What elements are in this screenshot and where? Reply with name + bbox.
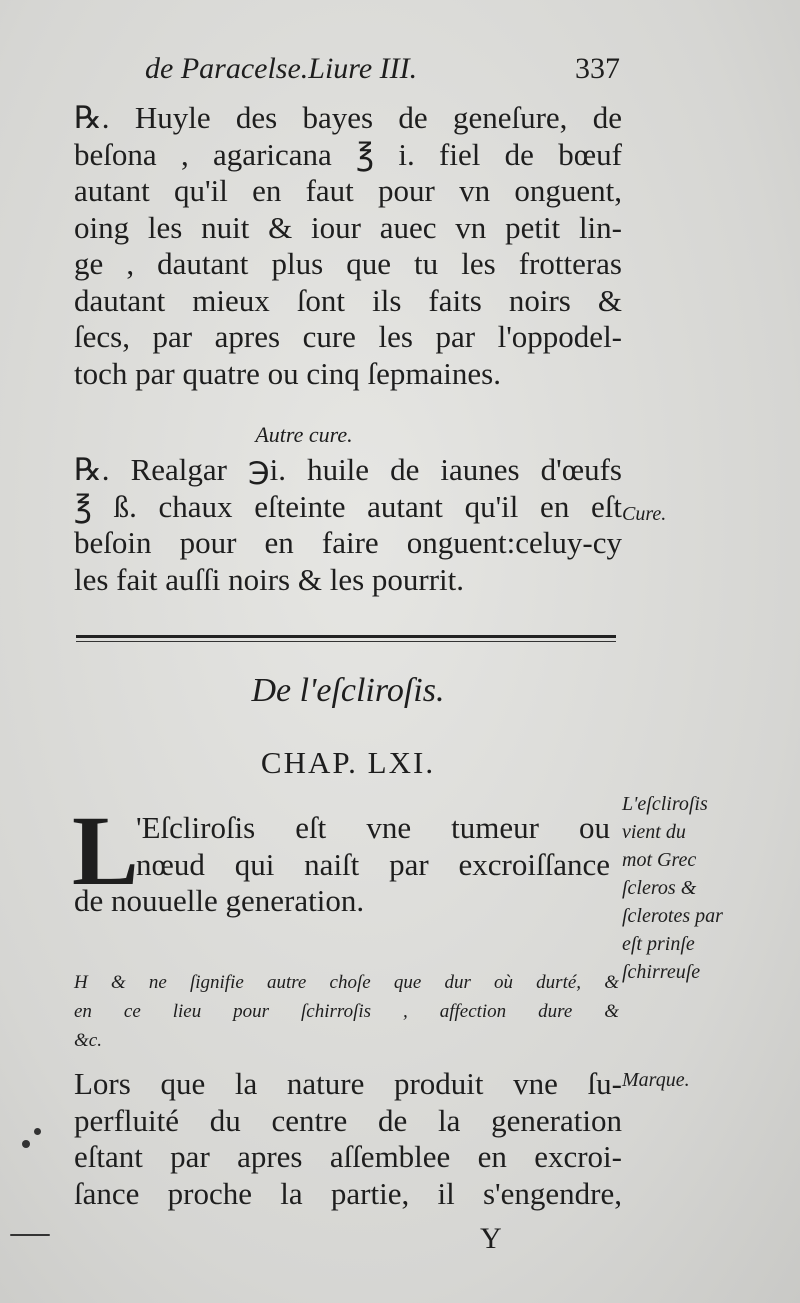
margin-line: vient du [622,821,686,843]
subheading: Autre cure. [255,422,353,447]
note-line: &c. [74,1030,102,1051]
text-line: de nouuelle generation. [74,883,365,918]
text-line: ſecs, par apres cure les par l'oppodel- [74,319,622,354]
note-line: H & ne ſignifie autre choſe que dur où durté, & [74,972,619,993]
section-divider [76,635,616,638]
footnote [74,968,619,1055]
margin-line: ſclerotes par [622,905,723,927]
text-line: 'Eſcliroſis eſt vne tumeur ou [136,810,610,845]
ink-mark [10,1234,50,1236]
text-line: nœud qui naiſt par excroiſſance [136,846,610,882]
section-title: De l'eſcliroſis. [251,672,445,709]
margin-line: eſt prinſe [622,933,695,955]
text-line: ℥ ß. chaux eſteinte autant qu'il en eſt [74,488,622,524]
note-line: en ce lieu pour ſchirroſis , affection dure & [74,1001,619,1022]
page-header [140,44,620,94]
chapter-opening-upper [136,810,610,883]
text-line: ℞. Huyle des bayes de geneſure, de [74,100,622,135]
margin-line: L'eſcliroſis [622,793,708,815]
text-line: dautant mieux ſont ils faits noirs & [74,282,622,318]
ink-speck [22,1140,30,1148]
prescription-block-2 [74,452,622,598]
text-line: beſoin pour en faire onguent:celuy-cy [74,525,622,560]
margin-line: ſcleros & [622,877,697,899]
margin-note-etymology [622,790,762,986]
chapter-opening-lower [74,883,494,920]
drop-cap: L [72,795,139,906]
page-number: 337 [575,52,620,85]
section-divider-thin [76,641,616,642]
chapter-heading: CHAP. LXI. [260,745,436,780]
text-line: perfluité du centre de la generation [74,1102,622,1138]
text-line: ſance proche la partie, il s'engendre, [74,1175,622,1211]
text-line: Lors que la nature produit vne ſu- [74,1066,622,1101]
text-line: ℞. Realgar ℈i. huile de iaunes d'œufs [74,452,622,487]
prescription-block-1 [74,100,622,392]
paragraph-2 [74,1066,622,1212]
margin-note-marque: Marque. [622,1069,690,1091]
text-line: autant qu'il en faut pour vn onguent, [74,173,622,208]
margin-line: ſchirreuſe [622,961,701,983]
text-line: beſona , agaricana ℥ i. fiel de bœuf [74,136,622,172]
running-head: de Paracelse.Liure III. [145,52,418,85]
text-line: les fait auſſi noirs & les pourrit. [74,561,465,597]
margin-note-cure: Cure. [622,503,667,525]
ink-speck [34,1128,41,1135]
text-line: eſtant par apres aſſemblee en excroi- [74,1139,622,1174]
text-line: toch par quatre ou cinq ſepmaines. [74,355,501,391]
signature-mark: Y [480,1222,502,1255]
margin-line: mot Grec [622,849,697,871]
text-line: ge , dautant plus que tu les frotteras [74,246,622,281]
text-line: oing les nuit & iour auec vn petit lin- [74,209,622,245]
